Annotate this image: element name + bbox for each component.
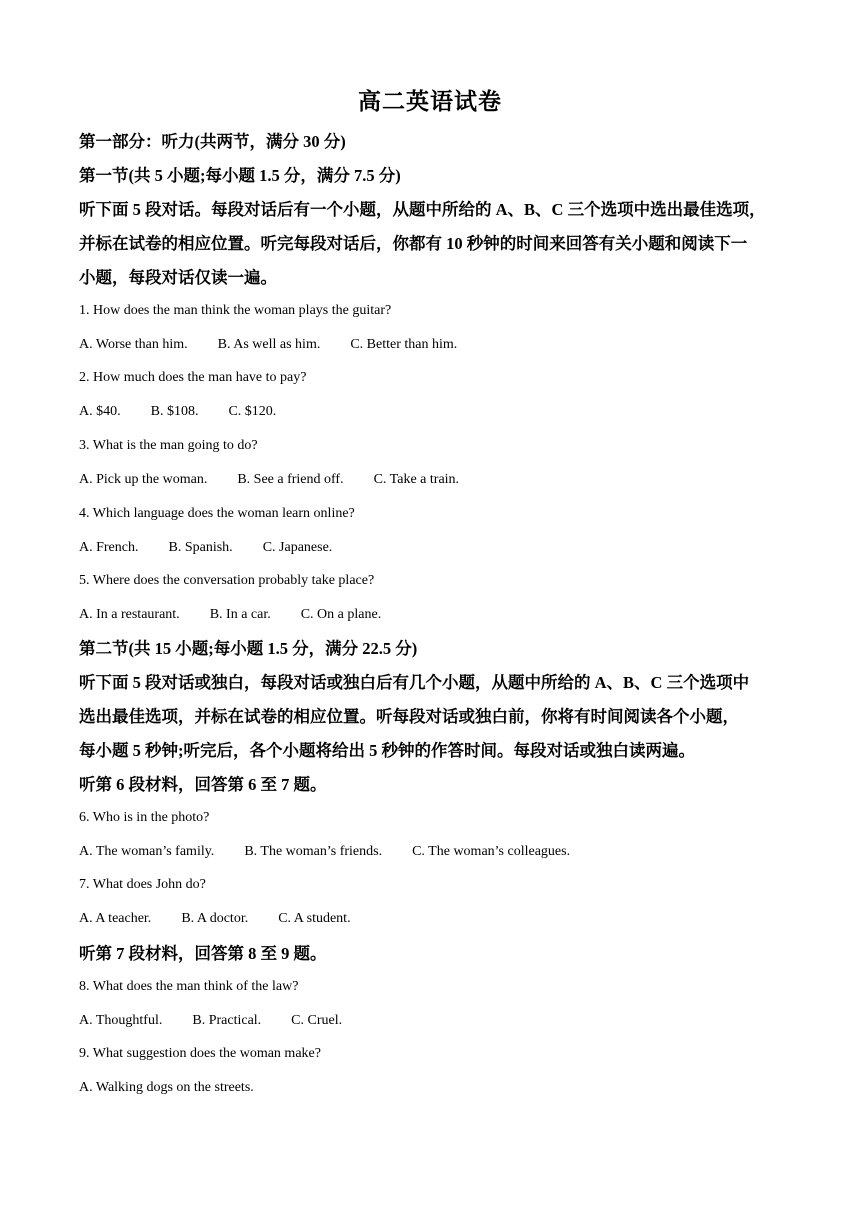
section1-instruction-line: 听下面 5 段对话。每段对话后有一个小题，从题中所给的 A、B、C 三个选项中选出最佳选项， <box>79 200 766 219</box>
option-a: A. Walking dogs on the streets. <box>79 1080 254 1095</box>
question-4: 4. Which language does the woman learn online? <box>79 506 355 521</box>
question-4-options <box>79 538 332 558</box>
option-a: A. The woman’s family. <box>79 844 215 859</box>
material-7-heading: 听第 7 段材料，回答第 8 至 9 题。 <box>79 944 327 963</box>
part1-heading: 第一部分：听力(共两节，满分 30 分) <box>79 132 346 151</box>
option-b: B. $108. <box>150 404 199 419</box>
question-5: 5. Where does the conversation probably take place? <box>79 573 375 588</box>
question-3: 3. What is the man going to do? <box>79 438 258 453</box>
option-a: A. A teacher. <box>79 911 152 926</box>
option-b: B. The woman’s friends. <box>244 844 383 859</box>
option-b: B. Spanish. <box>168 540 233 555</box>
section2-instruction-line: 听下面 5 段对话或独白，每段对话或独白后有几个小题，从题中所给的 A、B、C 三个选项中 <box>79 673 750 692</box>
section1-heading: 第一节(共 5 小题;每小题 1.5 分，满分 7.5 分) <box>79 166 401 185</box>
section2-instruction-line: 选出最佳选项，并标在试卷的相应位置。听每段对话或独白前，你将有时间阅读各个小题， <box>79 707 739 726</box>
option-a: A. French. <box>79 540 139 555</box>
section2-instruction-line: 每小题 5 秒钟;听完后，各个小题将给出 5 秒钟的作答时间。每段对话或独白读两遍。 <box>79 741 695 760</box>
question-7-options <box>79 909 351 929</box>
question-1: 1. How does the man think the woman plays the guitar? <box>79 303 392 318</box>
section1-instruction-line: 并标在试卷的相应位置。听完每段对话后，你都有 10 秒钟的时间来回答有关小题和阅读下一 <box>79 234 748 253</box>
option-c: C. A student. <box>278 911 351 926</box>
question-1-options <box>79 335 457 355</box>
option-a: A. $40. <box>79 404 121 419</box>
option-b: B. As well as him. <box>217 337 321 352</box>
option-a: A. In a restaurant. <box>79 607 180 622</box>
option-a: A. Pick up the woman. <box>79 472 208 487</box>
page-title: 高二英语试卷 <box>358 89 502 114</box>
option-b: B. A doctor. <box>181 911 249 926</box>
option-c: C. Take a train. <box>373 472 460 487</box>
material-6-heading: 听第 6 段材料，回答第 6 至 7 题。 <box>79 775 327 794</box>
option-c: C. Cruel. <box>291 1013 343 1028</box>
option-c: C. The woman’s colleagues. <box>412 844 571 859</box>
question-2: 2. How much does the man have to pay? <box>79 370 307 385</box>
question-9: 9. What suggestion does the woman make? <box>79 1046 321 1061</box>
question-6-options <box>79 842 570 862</box>
question-6: 6. Who is in the photo? <box>79 810 210 825</box>
option-b: B. In a car. <box>209 607 271 622</box>
section1-instruction-line: 小题，每段对话仅读一遍。 <box>79 268 277 287</box>
option-c: C. Japanese. <box>262 540 333 555</box>
option-b: B. See a friend off. <box>237 472 344 487</box>
question-7: 7. What does John do? <box>79 877 206 892</box>
question-2-options <box>79 402 276 422</box>
option-a: A. Worse than him. <box>79 337 188 352</box>
section2-heading: 第二节(共 15 小题;每小题 1.5 分，满分 22.5 分) <box>79 639 418 658</box>
option-c: C. On a plane. <box>300 607 382 622</box>
question-8: 8. What does the man think of the law? <box>79 979 299 994</box>
question-9-options <box>79 1078 254 1098</box>
option-c: C. $120. <box>228 404 277 419</box>
question-3-options <box>79 470 459 490</box>
option-c: C. Better than him. <box>350 337 458 352</box>
option-b: B. Practical. <box>192 1013 262 1028</box>
question-8-options <box>79 1011 342 1031</box>
option-a: A. Thoughtful. <box>79 1013 163 1028</box>
question-5-options <box>79 605 381 625</box>
